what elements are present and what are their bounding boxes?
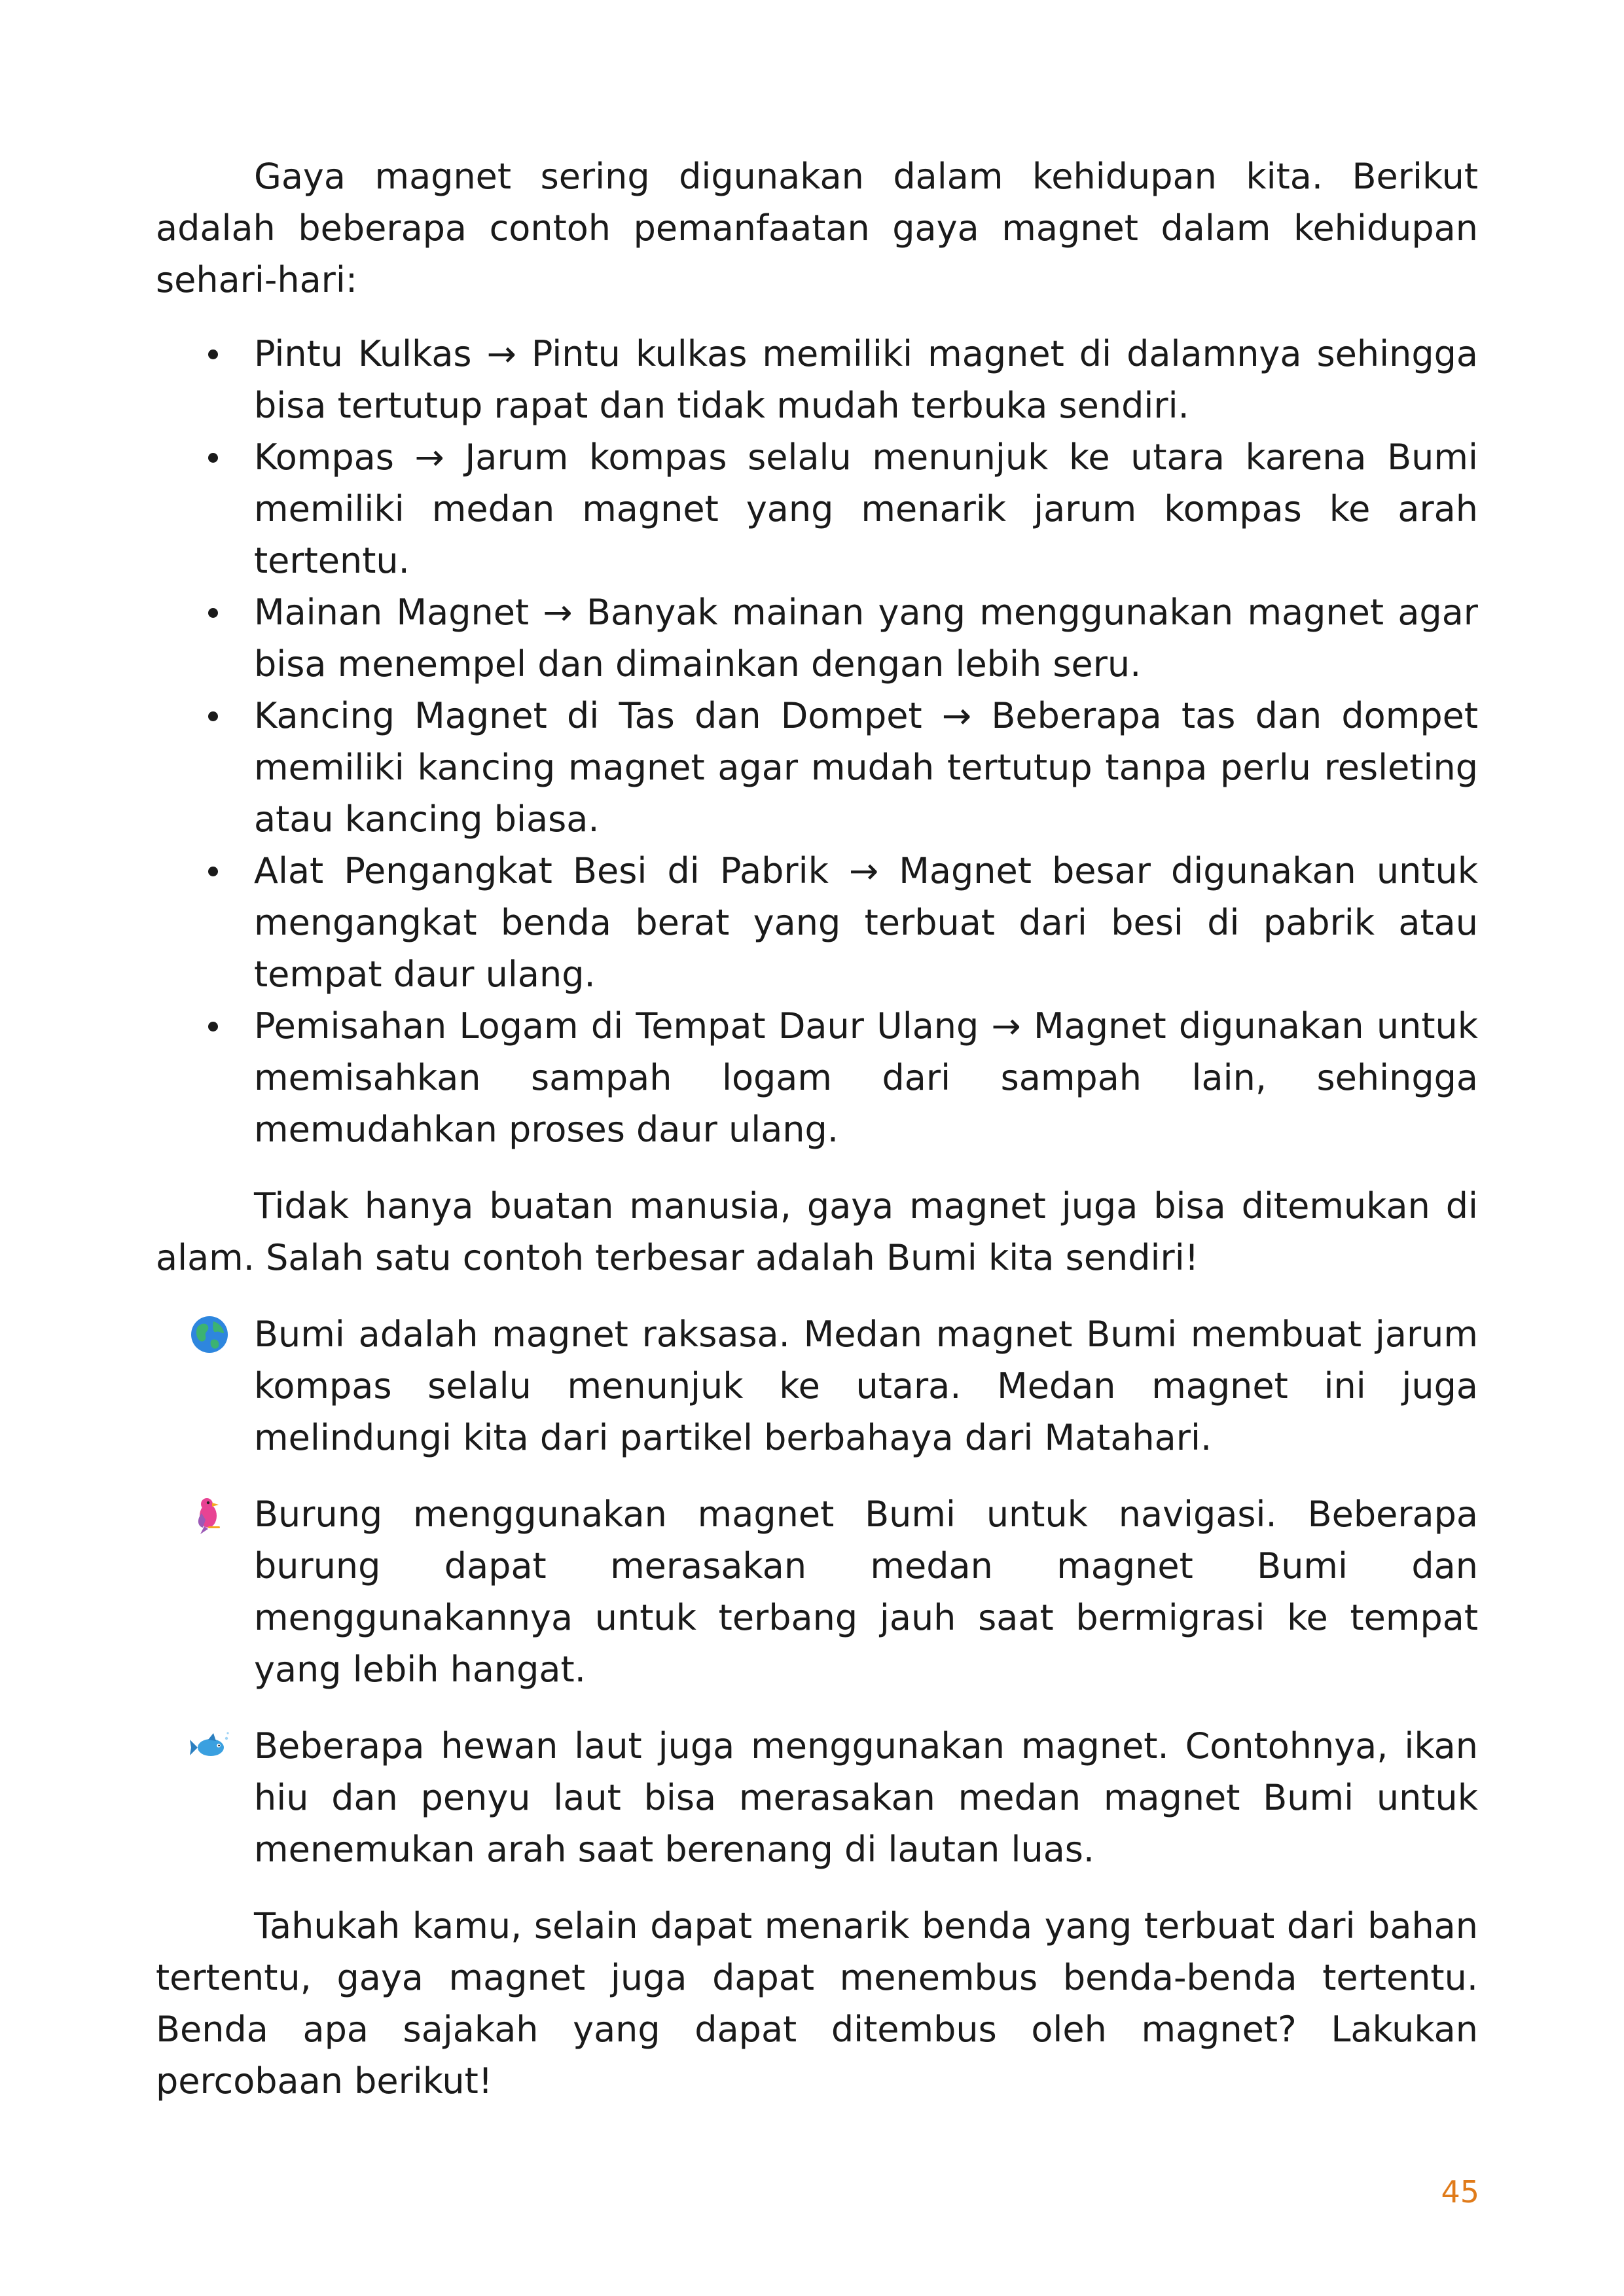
- list-item: [156, 431, 1478, 586]
- bullet-dot: [208, 1022, 218, 1031]
- fish-icon: [189, 1725, 230, 1767]
- nature-intro-paragraph: Tidak hanya buatan manusia, gaya magnet juga bisa ditemukan di alam. Salah satu contoh terbesar adalah Bumi kita sendiri!: [156, 1185, 1478, 1278]
- list-item: [156, 845, 1478, 1000]
- page-content: [156, 151, 1478, 2107]
- list-item: [156, 1000, 1478, 1155]
- list-item-text: Pintu Kulkas → Pintu kulkas memiliki magnet di dalamnya sehingga bisa tertutup rapat dan tidak mudah terbuka sendiri.: [254, 333, 1478, 426]
- list-item-text: Alat Pengangkat Besi di Pabrik → Magnet besar digunakan untuk mengangkat benda berat yang terbuat dari besi di pabrik atau tempat daur ulang.: [254, 850, 1478, 995]
- bullet-dot: [208, 453, 218, 463]
- list-item-text: Kancing Magnet di Tas dan Dompet → Beberapa tas dan dompet memiliki kancing magnet agar mudah tertutup tanpa perlu resleting atau kancing biasa.: [254, 695, 1478, 840]
- list-item: [156, 690, 1478, 845]
- nature-item-text: Burung menggunakan magnet Bumi untuk navigasi. Beberapa burung dapat merasakan medan magnet Bumi dan menggunakannya untuk terbang jauh saat bermigrasi ke tempat yang lebih hangat.: [254, 1494, 1478, 1690]
- list-item: [156, 328, 1478, 431]
- nature-item-earth: [156, 1308, 1478, 1463]
- bird-icon: [189, 1494, 230, 1535]
- nature-item-text: Beberapa hewan laut juga menggunakan magnet. Contohnya, ikan hiu dan penyu laut bisa merasakan medan magnet Bumi untuk menemukan arah saat berenang di lautan luas.: [254, 1725, 1478, 1870]
- list-item: [156, 586, 1478, 690]
- globe-icon: [189, 1314, 230, 1355]
- usage-list: [156, 328, 1478, 1155]
- list-item-text: Pemisahan Logam di Tempat Daur Ulang → Magnet digunakan untuk memisahkan sampah logam dari sampah lain, sehingga memudahkan proses daur ulang.: [254, 1005, 1478, 1150]
- closing-paragraph: Tahukah kamu, selain dapat menarik benda yang terbuat dari bahan tertentu, gaya magnet juga dapat menembus benda-benda tertentu. Benda apa sajakah yang dapat ditembus oleh magnet? Lakukan percobaan berikut!: [156, 1905, 1478, 2102]
- nature-item-fish: [156, 1720, 1478, 1875]
- nature-item-text: Bumi adalah magnet raksasa. Medan magnet Bumi membuat jarum kompas selalu menunjuk ke utara. Medan magnet ini juga melindungi kita dari partikel berbahaya dari Matahari.: [254, 1314, 1478, 1458]
- bullet-dot: [208, 608, 218, 618]
- list-item-text: Mainan Magnet → Banyak mainan yang menggunakan magnet agar bisa menempel dan dimainkan dengan lebih seru.: [254, 592, 1478, 685]
- bullet-dot: [208, 867, 218, 876]
- intro-paragraph: Gaya magnet sering digunakan dalam kehidupan kita. Berikut adalah beberapa contoh pemanfaatan gaya magnet dalam kehidupan sehari-hari:: [156, 156, 1478, 300]
- bullet-dot: [208, 711, 218, 721]
- nature-item-bird: [156, 1488, 1478, 1695]
- page-number: 45: [1441, 2174, 1479, 2210]
- bullet-dot: [208, 350, 218, 359]
- list-item-text: Kompas → Jarum kompas selalu menunjuk ke utara karena Bumi memiliki medan magnet yang menarik jarum kompas ke arah tertentu.: [254, 437, 1478, 581]
